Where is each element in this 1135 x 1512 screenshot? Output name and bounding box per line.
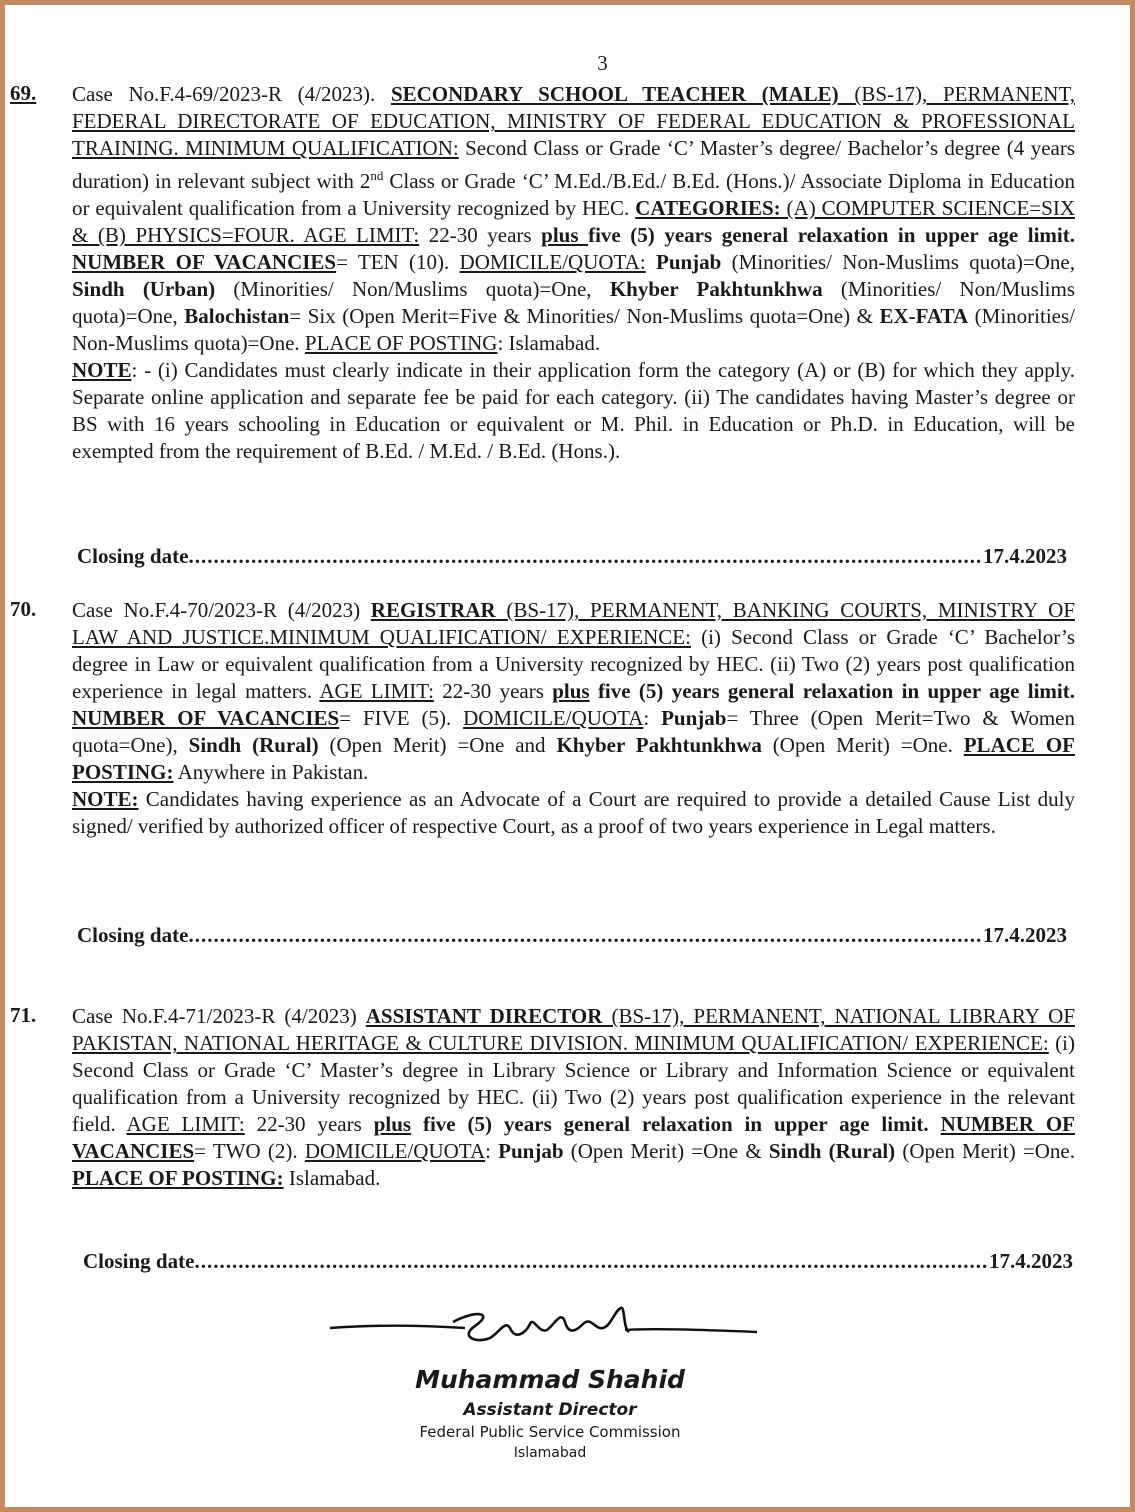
text-run: = TEN (10).: [336, 250, 460, 274]
text-run: (Minorities/ Non-Muslims quota)=One,: [721, 250, 1076, 274]
text-run: CATEGORIES:: [635, 196, 781, 220]
leader-dots: [188, 544, 983, 569]
text-run: [646, 250, 656, 274]
text-run: PLACE OF POSTING:: [72, 1166, 284, 1190]
document-page: [5, 5, 1130, 1507]
text-run: Case No.F.4-71/2023-R (4/2023): [72, 1004, 366, 1028]
text-run: Candidates having experience as an Advocate of a Court are required to provide a detailed Cause List duly signed/ verified by authorized officer of respective Court, as a proof of two years experience in Legal matters.: [72, 787, 1075, 838]
text-run: (Minorities/ Non/Muslims quota)=One,: [215, 277, 610, 301]
closing-date: 17.4.2023: [983, 544, 1067, 568]
text-run: Punjab: [656, 250, 722, 274]
text-run: : - (i) Candidates must clearly indicate in their application form the category (A) or (B) for which they apply. Separate online application and separate fee be paid for each category. (ii) The candidates having Master’s degree or BS with 16 years schooling in Education or equivalent or M. Phil. in Education or Ph.D. in Education, will be exempted from the requirement of B.Ed. / M.Ed. / B.Ed. (Hons.).: [72, 358, 1075, 463]
text-run: (Open Merit) =One and: [318, 733, 557, 757]
text-run: nd: [370, 168, 384, 183]
text-run: Islamabad.: [283, 1166, 381, 1190]
text-run: (i) Second Class or Grade ‘C’ Master’s degree in Library Science or Library and Information Science or equivalent qualification from a University recognized by HEC. (ii) Two (2) years post qualification experience in the relevant field.: [72, 1031, 1075, 1136]
text-run: Balochistan: [184, 304, 290, 328]
text-run: 22-30 years: [433, 679, 553, 703]
text-run: Khyber Pakhtunkhwa: [609, 277, 823, 301]
text-run: NUMBER OF VACANCIES: [72, 1112, 1075, 1163]
text-run: Khyber Pakhtunkhwa: [556, 733, 762, 757]
text-run: five (5) years general relaxation in upper age limit.: [588, 223, 1075, 247]
text-run: (BS-17), PERMANENT, BANKING COURTS, MINISTRY OF LAW AND JUSTICE.MINIMUM QUALIFICATION/ EXPERIENCE:: [72, 598, 1075, 649]
text-run: = FIVE (5).: [339, 706, 464, 730]
text-run: = Six (Open Merit=Five & Minorities/ Non-Muslims quota=One) &: [289, 304, 880, 328]
text-run: Case No.F.4-70/2023-R (4/2023): [72, 598, 371, 622]
text-run: five (5) years general relaxation in upper age limit.: [589, 679, 1076, 703]
text-run: SECONDARY SCHOOL TEACHER (MALE): [390, 82, 839, 106]
text-run: plus: [552, 679, 590, 703]
text-run: NUMBER OF VACANCIES: [72, 706, 340, 730]
signatory-name: Muhammad Shahid: [415, 1365, 685, 1394]
closing-label: Closing date: [83, 1249, 195, 1273]
case-number: 71.: [10, 1003, 37, 1027]
text-run: Punjab: [661, 706, 727, 730]
text-run: AGE LIMIT:: [126, 1112, 245, 1136]
closing-date: 17.4.2023: [983, 923, 1067, 947]
text-run: :: [485, 1139, 499, 1163]
text-run: Sindh (Urban): [72, 277, 216, 301]
text-run: (i) Second Class or Grade ‘C’ Bachelor’s degree in Law or equivalent qualification from a University recognized by HEC. (ii) Two (2) years post qualification experience in legal matters.: [72, 625, 1075, 703]
text-run: DOMICILE/QUOTA: [304, 1139, 486, 1163]
text-run: (A) COMPUTER SCIENCE=SIX & (B) PHYSICS=FOUR. AGE LIMIT:: [72, 196, 1075, 247]
text-run: = Three (Open Merit=Two & Women quota=One),: [72, 706, 1076, 757]
leader-dots: [194, 1249, 989, 1274]
text-run: Anywhere in Pakistan.: [173, 760, 369, 784]
text-run: NOTE: [72, 358, 132, 382]
text-run: ASSISTANT DIRECTOR: [365, 1004, 603, 1028]
text-run: EX-FATA: [879, 304, 969, 328]
text-run: Sindh (Rural): [188, 733, 319, 757]
text-run: (Minorities/ Non/Muslims quota)=One,: [72, 277, 1075, 328]
text-run: DOMICILE/QUOTA:: [459, 250, 646, 274]
text-run: NOTE:: [72, 787, 139, 811]
text-run: PLACE OF POSTING:: [72, 733, 1075, 784]
leader-dots: [188, 923, 983, 948]
text-run: (BS-17), PERMANENT, FEDERAL DIRECTORATE OF EDUCATION, MINISTRY OF FEDERAL EDUCATION & PROFESSIONAL TRAINING. MINIMUM QUALIFICATION:: [72, 82, 1075, 160]
text-run: (BS-17), PERMANENT, NATIONAL LIBRARY OF PAKISTAN, NATIONAL HERITAGE & CULTURE DIVISION. MINIMUM QUALIFICATION/ EXPERIENCE:: [72, 1004, 1075, 1055]
case-body: [72, 81, 1075, 465]
text-run: five (5) years general relaxation in upper age limit.: [411, 1112, 929, 1136]
case-body: [72, 597, 1075, 840]
text-run: Second Class or Grade ‘C’ Master’s degree/ Bachelor’s degree (4 years duration) in relevant subject with 2: [72, 136, 1075, 193]
closing-date-row: [83, 1249, 1073, 1274]
closing-date-row: [77, 544, 1067, 569]
text-run: NUMBER OF VACANCIES: [72, 250, 337, 274]
text-run: DOMICILE/QUOTA: [463, 706, 644, 730]
text-run: AGE LIMIT:: [319, 679, 434, 703]
text-run: (Open Merit) =One.: [761, 733, 964, 757]
text-run: PLACE OF POSTING: [304, 331, 498, 355]
handwritten-signature: [325, 1300, 765, 1370]
text-run: (Minorities/ Non-Muslims quota)=One.: [72, 304, 1076, 355]
closing-label: Closing date: [77, 923, 189, 947]
page-number: 3: [597, 51, 608, 75]
closing-date: 17.4.2023: [989, 1249, 1073, 1273]
text-run: Punjab: [498, 1139, 564, 1163]
text-run: = TWO (2).: [194, 1139, 305, 1163]
text-run: Case No.F.4-69/2023-R (4/2023).: [72, 82, 391, 106]
text-run: :: [643, 706, 662, 730]
text-run: Sindh (Rural): [768, 1139, 896, 1163]
text-run: 22-30 years: [419, 223, 542, 247]
closing-date-row: [77, 923, 1067, 948]
text-run: plus: [541, 223, 589, 247]
signatory-city: Islamabad: [513, 1445, 587, 1461]
text-run: Class or Grade ‘C’ M.Ed./B.Ed./ B.Ed. (Hons.)/ Associate Diploma in Education or equivalent qualification from a University recognized by HEC.: [72, 169, 1075, 220]
signatory-organization: Federal Public Service Commission: [419, 1423, 681, 1441]
signatory-title: Assistant Director: [463, 1400, 637, 1420]
text-run: REGISTRAR: [370, 598, 496, 622]
case-number: 70.: [10, 597, 37, 621]
text-run: : Islamabad.: [497, 331, 601, 355]
case-number: 69.: [10, 81, 37, 105]
text-run: [929, 1112, 941, 1136]
text-run: 22-30 years: [244, 1112, 374, 1136]
text-run: (Open Merit) =One.: [895, 1139, 1076, 1163]
text-run: plus: [373, 1112, 412, 1136]
case-body: [72, 1003, 1075, 1192]
closing-label: Closing date: [77, 544, 189, 568]
text-run: (Open Merit) =One &: [563, 1139, 769, 1163]
